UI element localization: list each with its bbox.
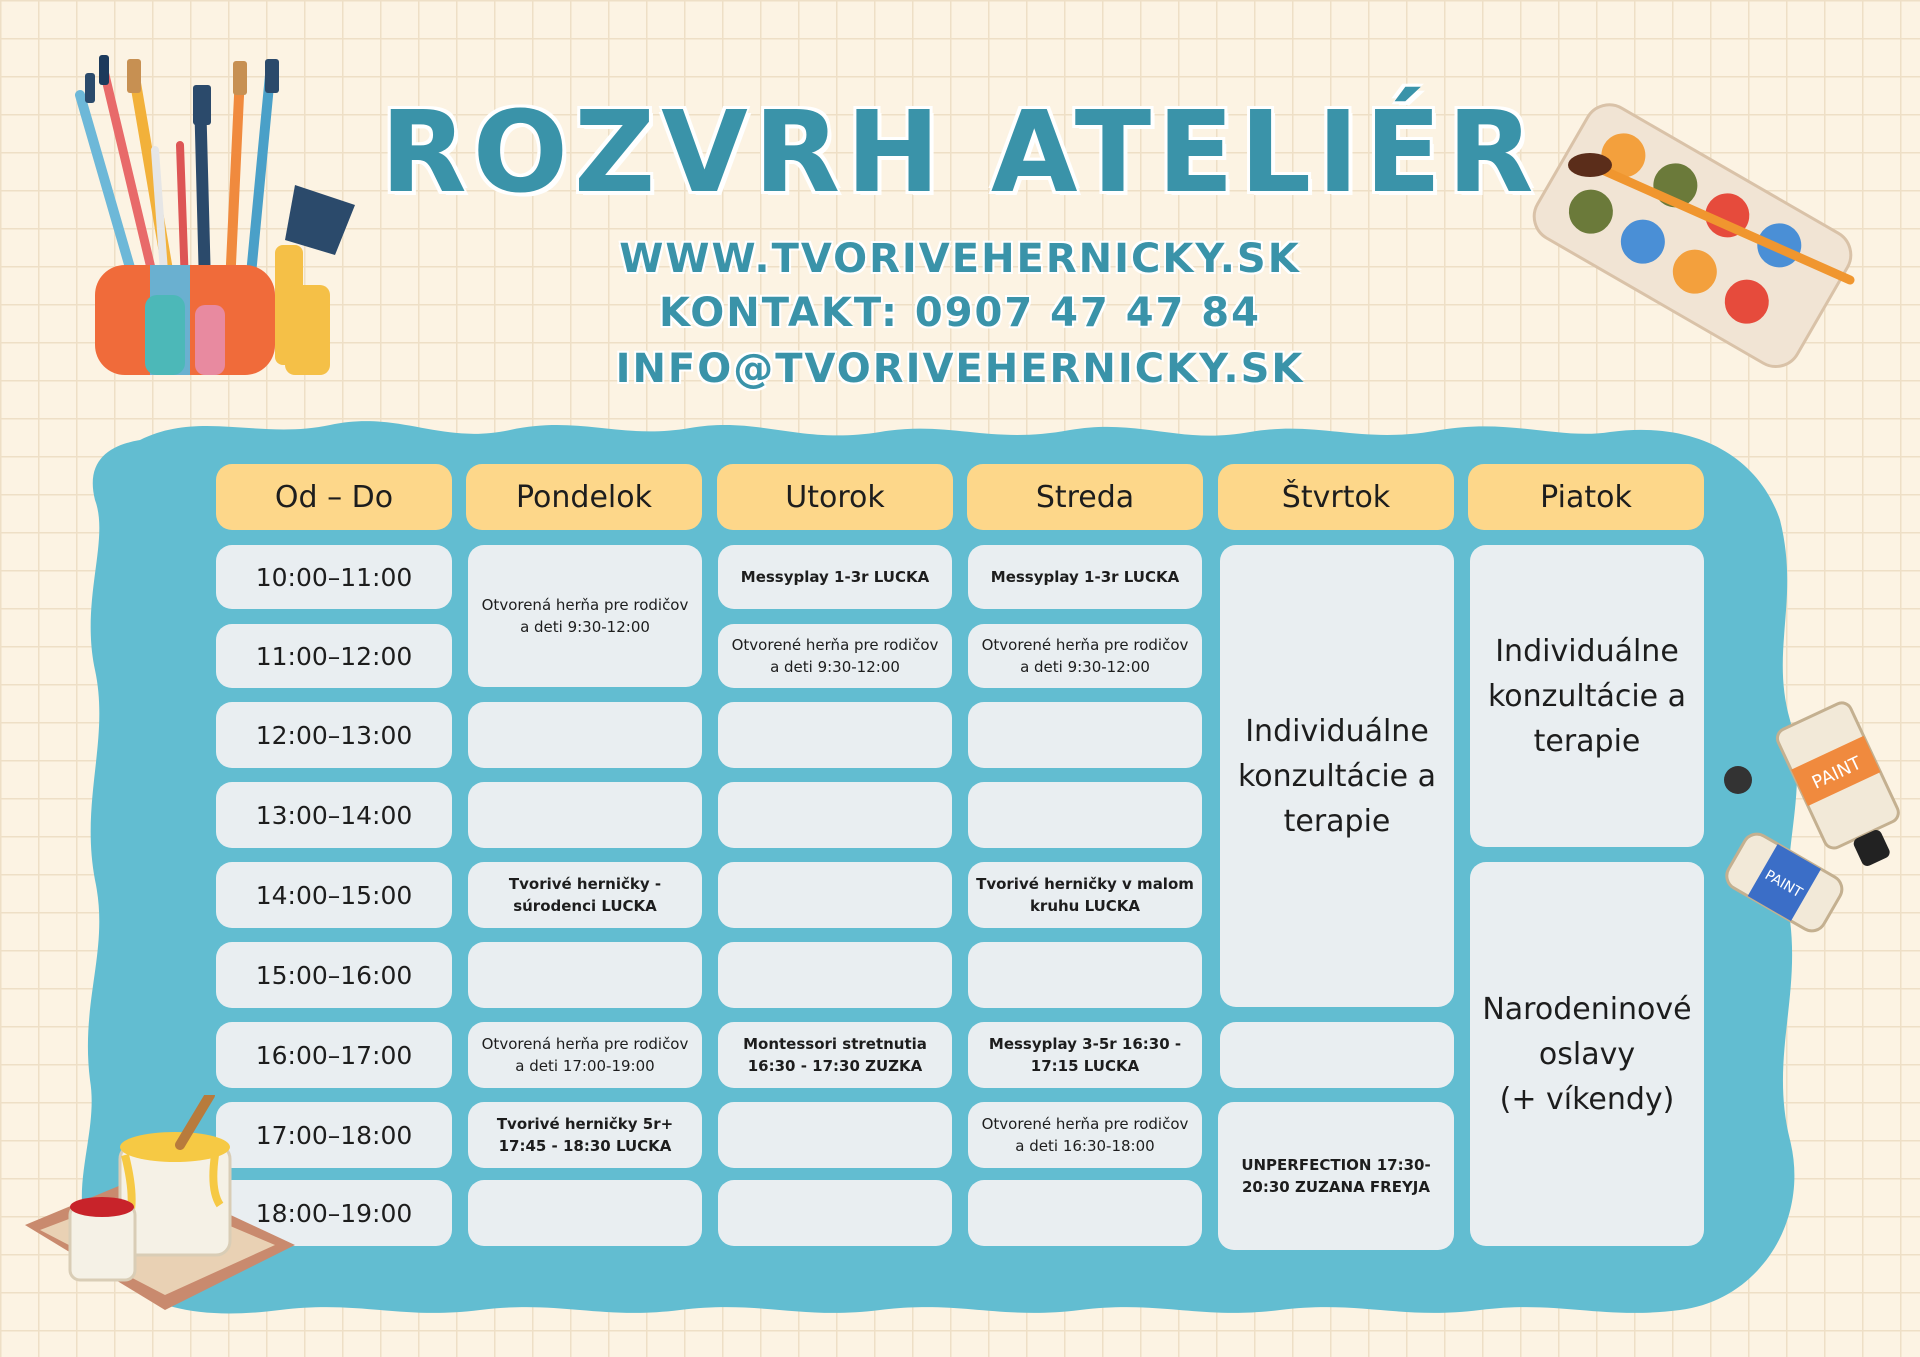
paint-tube-label: PAINT xyxy=(1808,752,1865,794)
paint-palette-icon xyxy=(1520,100,1860,380)
utorok-slot xyxy=(718,702,952,768)
stvrtok-slot: UNPERFECTION 17:30-20:30 ZUZANA FREYJA xyxy=(1218,1102,1454,1250)
streda-slot: Otvorené herňa pre rodičov a deti 16:30-18:00 xyxy=(968,1102,1202,1168)
website-text: WWW.TVORIVEHERNICKY.SK xyxy=(619,236,1301,282)
time-slot: 11:00–12:00 xyxy=(216,624,452,688)
time-slot: 10:00–11:00 xyxy=(216,545,452,609)
streda-slot xyxy=(968,702,1202,768)
streda-slot xyxy=(968,782,1202,848)
utorok-slot xyxy=(718,862,952,928)
header-time: Od – Do xyxy=(216,464,452,530)
time-slot: 14:00–15:00 xyxy=(216,862,452,928)
stvrtok-block: Individuálne konzultácie a terapie xyxy=(1220,545,1454,1007)
pondelok-slot xyxy=(468,1180,702,1246)
header-piatok: Piatok xyxy=(1468,464,1704,530)
streda-slot: Tvorivé herničky v malom kruhu LUCKA xyxy=(968,862,1202,928)
time-slot: 12:00–13:00 xyxy=(216,702,452,768)
phone-text: KONTAKT: 0907 47 47 84 xyxy=(659,290,1261,336)
time-slot: 17:00–18:00 xyxy=(216,1102,452,1168)
utorok-slot xyxy=(718,1102,952,1168)
pondelok-slot xyxy=(468,782,702,848)
paint-brushes-jar-icon xyxy=(55,55,375,385)
time-slot: 18:00–19:00 xyxy=(216,1180,452,1246)
piatok-bottom-line: (+ víkendy) xyxy=(1499,1081,1675,1117)
email-text: INFO@TVORIVEHERNICKY.SK xyxy=(615,346,1305,392)
paint-tube-label: PAINT xyxy=(1761,867,1805,902)
piatok-bottom-block xyxy=(1470,862,1704,1246)
time-slot: 13:00–14:00 xyxy=(216,782,452,848)
stvrtok-slot xyxy=(1220,1022,1454,1088)
piatok-bottom-line: Narodeninové oslavy xyxy=(1482,991,1692,1072)
streda-slot xyxy=(968,1180,1202,1246)
header-pondelok: Pondelok xyxy=(466,464,702,530)
header-stvrtok: Štvrtok xyxy=(1218,464,1454,530)
utorok-slot: Montessori stretnutia 16:30 - 17:30 ZUZKA xyxy=(718,1022,952,1088)
streda-slot: Messyplay 1-3r LUCKA xyxy=(968,545,1202,609)
pondelok-slot xyxy=(468,702,702,768)
paint-buckets-icon xyxy=(25,1095,295,1310)
pondelok-slot xyxy=(468,942,702,1008)
page-title: ROZVRH ATELIÉR xyxy=(380,88,1540,218)
time-slot: 16:00–17:00 xyxy=(216,1022,452,1088)
streda-slot: Messyplay 3-5r 16:30 - 17:15 LUCKA xyxy=(968,1022,1202,1088)
utorok-slot: Messyplay 1-3r LUCKA xyxy=(718,545,952,609)
pondelok-slot: Otvorená herňa pre rodičov a deti 9:30-12:00 xyxy=(468,545,702,687)
utorok-slot xyxy=(718,782,952,848)
pondelok-slot: Otvorená herňa pre rodičov a deti 17:00-19:00 xyxy=(468,1022,702,1088)
paint-tubes-icon xyxy=(1720,690,1920,940)
utorok-slot xyxy=(718,942,952,1008)
streda-slot xyxy=(968,942,1202,1008)
utorok-slot: Otvorené herňa pre rodičov a deti 9:30-12:00 xyxy=(718,624,952,688)
streda-slot: Otvorené herňa pre rodičov a deti 9:30-12:00 xyxy=(968,624,1202,688)
header-utorok: Utorok xyxy=(717,464,953,530)
utorok-slot xyxy=(718,1180,952,1246)
time-slot: 15:00–16:00 xyxy=(216,942,452,1008)
pondelok-slot: Tvorivé herničky 5r+ 17:45 - 18:30 LUCKA xyxy=(468,1102,702,1168)
header-streda: Streda xyxy=(967,464,1203,530)
pondelok-slot: Tvorivé herničky - súrodenci LUCKA xyxy=(468,862,702,928)
piatok-top-block: Individuálne konzultácie a terapie xyxy=(1470,545,1704,847)
